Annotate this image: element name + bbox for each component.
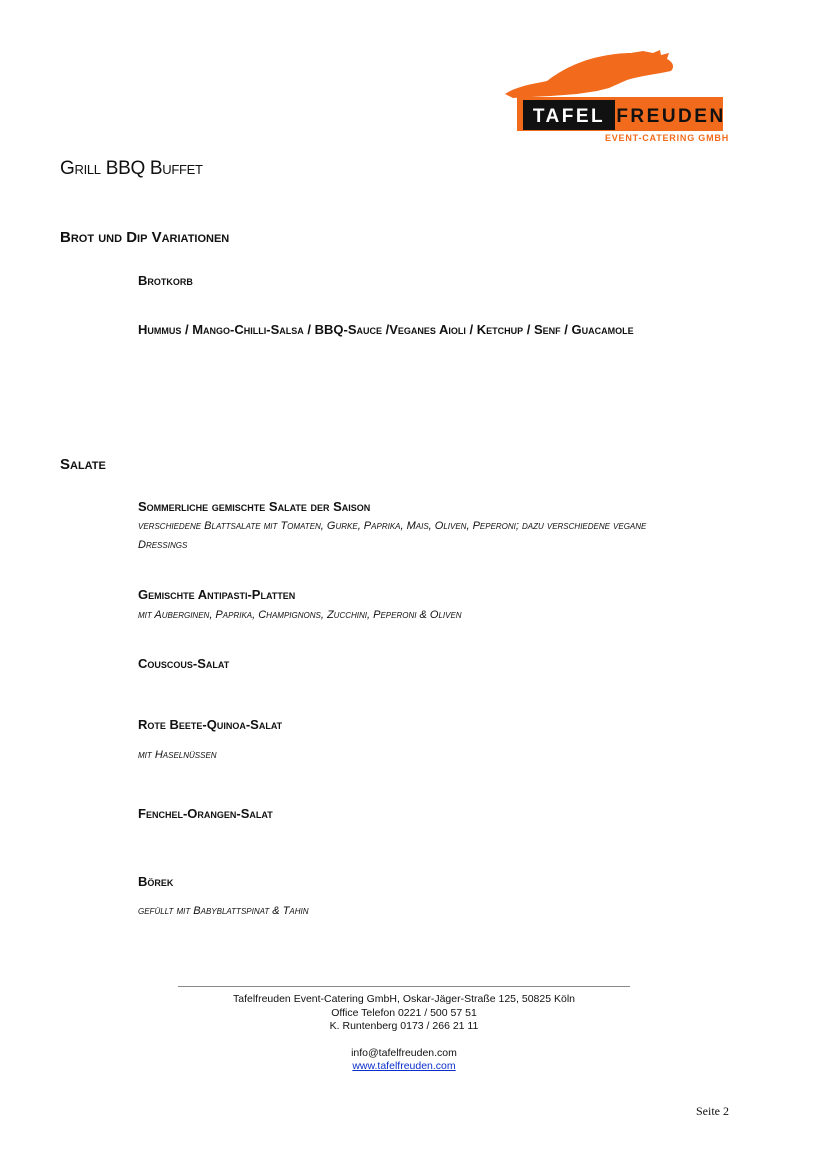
section-heading: Brot und Dip Variationen [60, 229, 230, 246]
logo-tagline: EVENT-CATERING GMBH [604, 133, 729, 143]
page-footer [178, 986, 630, 1074]
menu-item-description: gefüllt mit Babyblattspinat & Tahin [138, 905, 309, 917]
menu-item-description: mit Auberginen, Paprika, Champignons, Zucchini, Peperoni & Oliven [138, 609, 462, 621]
menu-item: Börek [138, 874, 174, 889]
footer-website-link[interactable]: www.tafelfreuden.com [352, 1060, 456, 1072]
section-heading: Salate [60, 456, 106, 473]
hare-logo-icon [505, 50, 673, 98]
menu-item: Gemischte Antipasti-Platten [138, 587, 296, 602]
footer-mobile-phone: K. Runtenberg 0173 / 266 21 11 [329, 1020, 479, 1032]
menu-item: Couscous-Salat [138, 656, 230, 671]
menu-item: Rote Beete-Quinoa-Salat [138, 717, 283, 732]
footer-divider [178, 986, 630, 987]
document-title: Grill BBQ Buffet [60, 158, 203, 179]
menu-item: Hummus / Mango-Chilli-Salsa / BBQ-Sauce /Veganes Aioli / Ketchup / Senf / Guacamole [138, 322, 634, 337]
menu-item: Brotkorb [138, 273, 193, 288]
company-logo [503, 50, 731, 144]
footer-office-phone: Office Telefon 0221 / 500 57 51 [331, 1006, 477, 1019]
menu-item: Sommerliche gemischte Salate der Saison [138, 499, 371, 514]
footer-company-address: Tafelfreuden Event-Catering GmbH, Oskar-Jäger-Straße 125, 50825 Köln [232, 993, 575, 1005]
menu-item-description: verschiedene Blattsalate mit Tomaten, Gurke, Paprika, Mais, Oliven, Peperoni; dazu verschiedene vegane Dressings [138, 520, 647, 551]
menu-item: Fenchel-Orangen-Salat [138, 806, 273, 821]
menu-item-description: mit Haselnüssen [138, 749, 217, 761]
page-number: Seite 2 [696, 1104, 729, 1118]
footer-email: info@tafelfreuden.com [351, 1046, 457, 1059]
logo-name-left: TAFEL [532, 106, 606, 127]
logo-name-right: FREUDEN [616, 106, 726, 127]
